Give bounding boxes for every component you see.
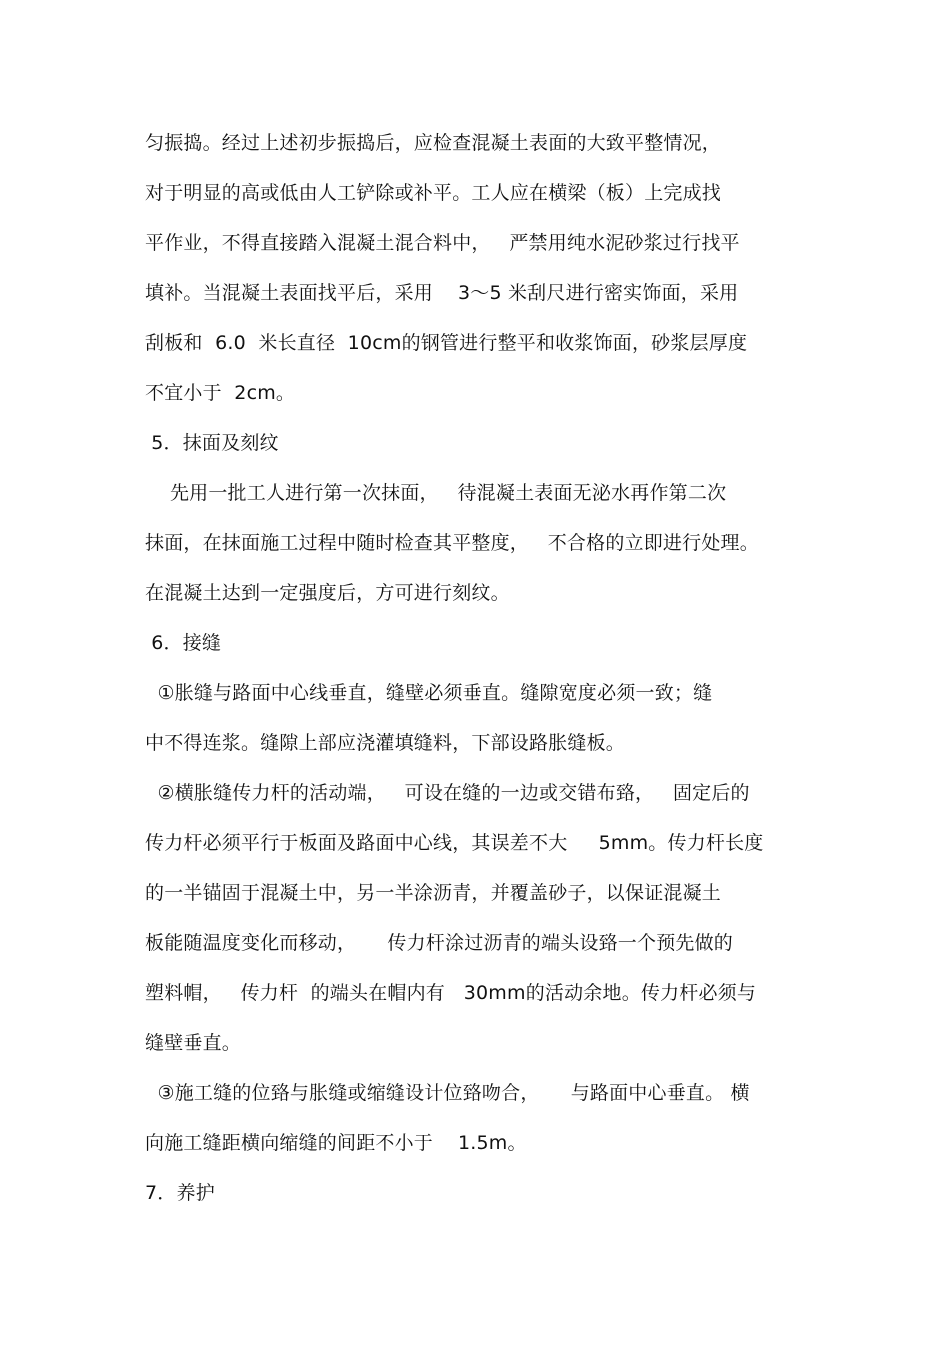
text-line: 抹面，在抹面施工过程中随时检查其平整度， 不合格的立即进行处理。 <box>145 532 759 554</box>
section-heading: 7．养护 <box>145 1182 215 1204</box>
text-line: ②横胀缝传力杆的活动端， 可设在缝的一边或交错布臵， 固定后的 <box>145 782 750 804</box>
text-line: ①胀缝与路面中心线垂直，缝壁必须垂直。缝隙宽度必须一致；缝 <box>145 682 713 704</box>
text-line: 的一半锚固于混凝土中，另一半涂沥青，并覆盖砂子，以保证混凝土 <box>145 882 722 904</box>
text-line: 传力杆必须平行于板面及路面中心线，其误差不大 5mm。传力杆长度 <box>145 832 764 854</box>
text-line: 向施工缝距横向缩缝的间距不小于 1.5m。 <box>145 1132 527 1154</box>
text-line: 对于明显的高或低由人工铲除或补平。工人应在横梁（板）上完成找 <box>145 182 722 204</box>
text-line: 缝壁垂直。 <box>145 1032 242 1054</box>
section-heading: 6．接缝 <box>145 632 222 654</box>
text-line: 填补。当混凝土表面找平后，采用 3～5 米刮尺进行密实饰面，采用 <box>145 282 739 304</box>
text-line: 不宜小于 2cm。 <box>145 382 296 404</box>
text-line: 中不得连浆。缝隙上部应浇灌填缝料，下部设路胀缝板。 <box>145 732 626 754</box>
text-line: ③施工缝的位臵与胀缝或缩缝设计位臵吻合， 与路面中心垂直。 横 <box>145 1082 750 1104</box>
section-heading: 5．抹面及刻纹 <box>145 432 279 454</box>
text-line: 在混凝土达到一定强度后，方可进行刻纹。 <box>145 582 510 604</box>
text-line: 匀振捣。经过上述初步振捣后，应检查混凝土表面的大致平整情况， <box>145 132 722 154</box>
text-line: 平作业，不得直接踏入混凝土混合料中， 严禁用纯水泥砂浆过行找平 <box>145 232 740 254</box>
text-line: 塑料帽， 传力杆 的端头在帽内有 30mm的活动余地。传力杆必须与 <box>145 982 757 1004</box>
text-line: 刮板和 6.0 米长直径 10cm的钢管进行整平和收浆饰面，砂浆层厚度 <box>145 332 748 354</box>
text-line: 先用一批工人进行第一次抹面， 待混凝土表面无泌水再作第二次 <box>145 482 727 504</box>
text-line: 板能随温度变化而移动， 传力杆涂过沥青的端头设臵一个预先做的 <box>145 932 733 954</box>
